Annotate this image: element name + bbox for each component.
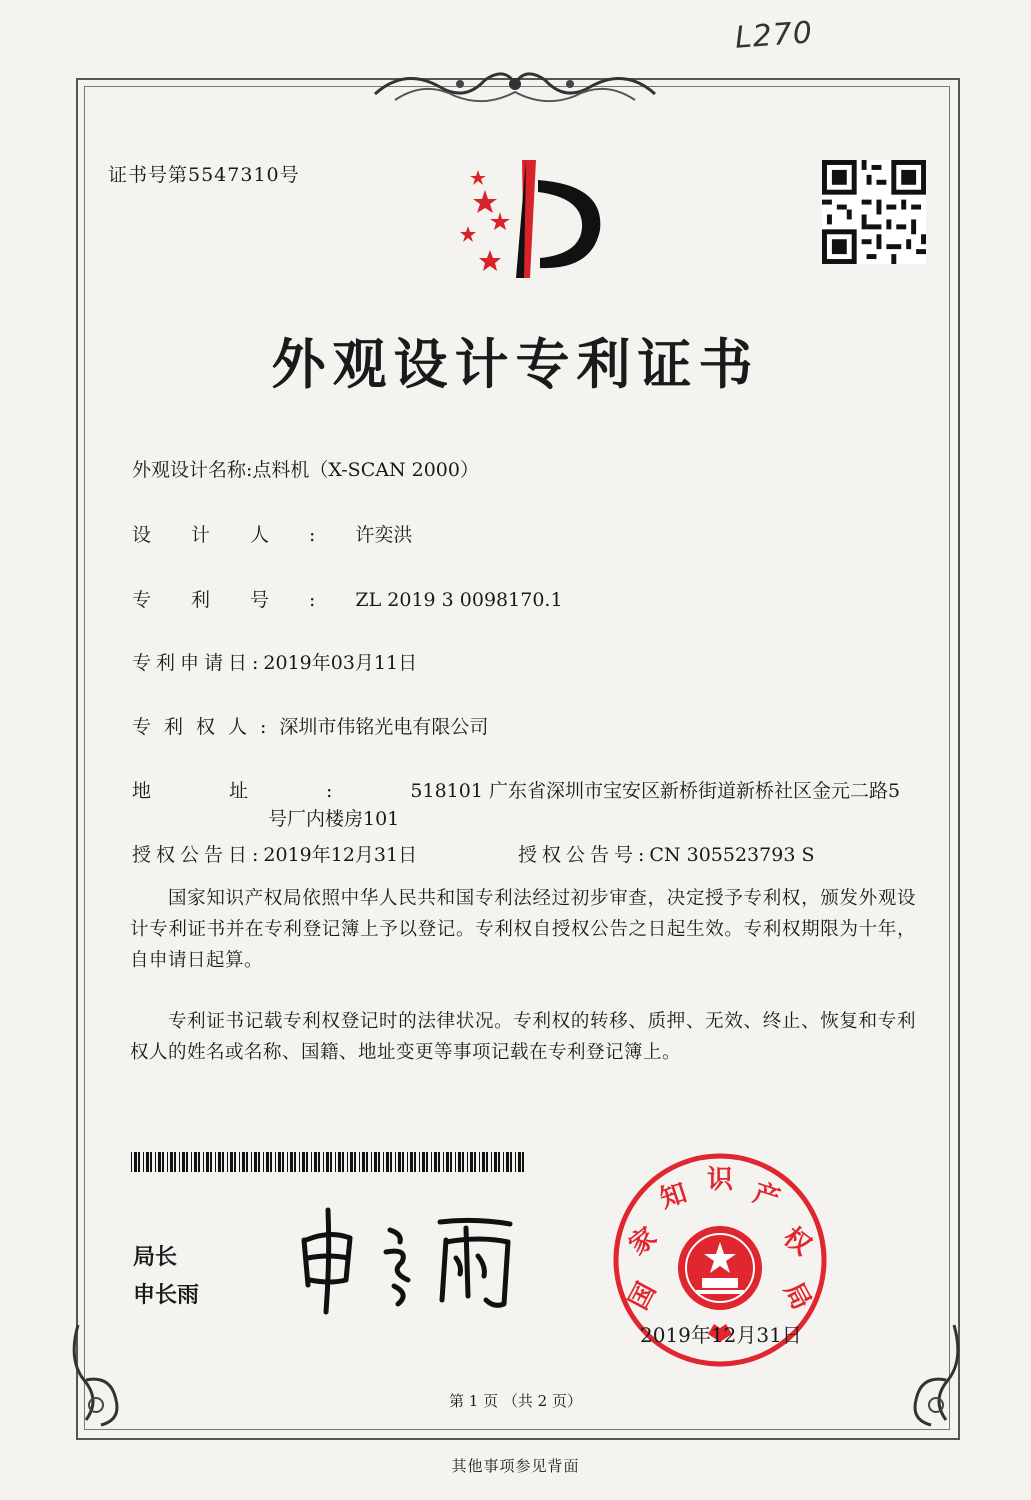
svg-text:知: 知 <box>656 1178 691 1215</box>
bottom-left-ornament-icon <box>66 1320 146 1430</box>
svg-text:产: 产 <box>749 1178 784 1215</box>
address-value-line2: 号厂内楼房101 <box>268 808 400 830</box>
patent-number-row <box>132 585 563 612</box>
director-title: 局长 <box>133 1245 178 1270</box>
qr-code-icon <box>822 160 926 264</box>
certificate-number: 证书号第5547310号 <box>108 164 300 186</box>
design-name-row <box>132 455 479 482</box>
director-name: 申长雨 <box>133 1283 200 1308</box>
patentee-label: 专利权人: <box>132 716 280 738</box>
top-ornament-icon <box>365 62 665 112</box>
designer-row <box>132 520 412 547</box>
director-signature-icon <box>290 1200 530 1320</box>
address-value-line1: 518101 广东省深圳市宝安区新桥街道新桥社区金元二路5 <box>410 780 901 802</box>
bottom-right-ornament-icon <box>886 1320 966 1430</box>
grant-number-label: 授权公告号: <box>518 844 650 866</box>
legal-paragraph-2: 专利证书记载专利权登记时的法律状况。专利权的转移、质押、无效、终止、恢复和专利权人的姓名或名称、国籍、地址变更等事项记载在专利登记簿上。 <box>130 1011 916 1063</box>
svg-text:国: 国 <box>623 1277 663 1315</box>
address-label: 地址: <box>132 780 411 802</box>
grant-number-row <box>518 840 814 867</box>
handwritten-note: L270 <box>733 15 815 56</box>
patentee-row <box>132 712 488 739</box>
grant-number-value: CN 305523793 S <box>649 844 815 866</box>
patent-number-value: ZL 2019 3 0098170.1 <box>355 589 563 611</box>
legal-paragraph-1: 国家知识产权局依照中华人民共和国专利法经过初步审查，决定授予专利权，颁发外观设计专利证书并在专利登记簿上予以登记。专利权自授权公告之日起生效。专利权期限为十年，自申请日起算。 <box>130 888 916 971</box>
patent-number-label: 专利号: <box>132 589 356 611</box>
cnipa-logo-icon <box>440 150 610 280</box>
footer-note: 其他事项参见背面 <box>451 1457 580 1475</box>
svg-text:局: 局 <box>777 1277 817 1315</box>
designer-value: 许奕洪 <box>355 524 413 546</box>
design-name-value: 点料机（X-SCAN 2000） <box>252 459 479 481</box>
filing-date-value: 2019年03月11日 <box>263 652 418 674</box>
filing-date-row <box>132 648 417 675</box>
address-row <box>132 776 900 803</box>
certificate-title: 外观设计专利证书 <box>271 333 760 396</box>
grant-date-row <box>132 840 417 867</box>
patentee-value: 深圳市伟铭光电有限公司 <box>279 716 489 738</box>
filing-date-label: 专利申请日: <box>132 652 264 674</box>
svg-text:权: 权 <box>777 1221 817 1262</box>
svg-text:家: 家 <box>623 1221 663 1262</box>
address-row-line2 <box>268 804 399 831</box>
seal-date: 2019年12月31日 <box>640 1323 802 1347</box>
grant-date-label: 授权公告日: <box>132 844 264 866</box>
grant-date-value: 2019年12月31日 <box>263 844 418 866</box>
page-number: 第 1 页 （共 2 页） <box>449 1392 582 1410</box>
svg-text:识: 识 <box>706 1165 734 1195</box>
barcode-icon <box>131 1152 529 1172</box>
design-name-label: 外观设计名称: <box>132 459 253 481</box>
designer-label: 设计人: <box>132 524 356 546</box>
